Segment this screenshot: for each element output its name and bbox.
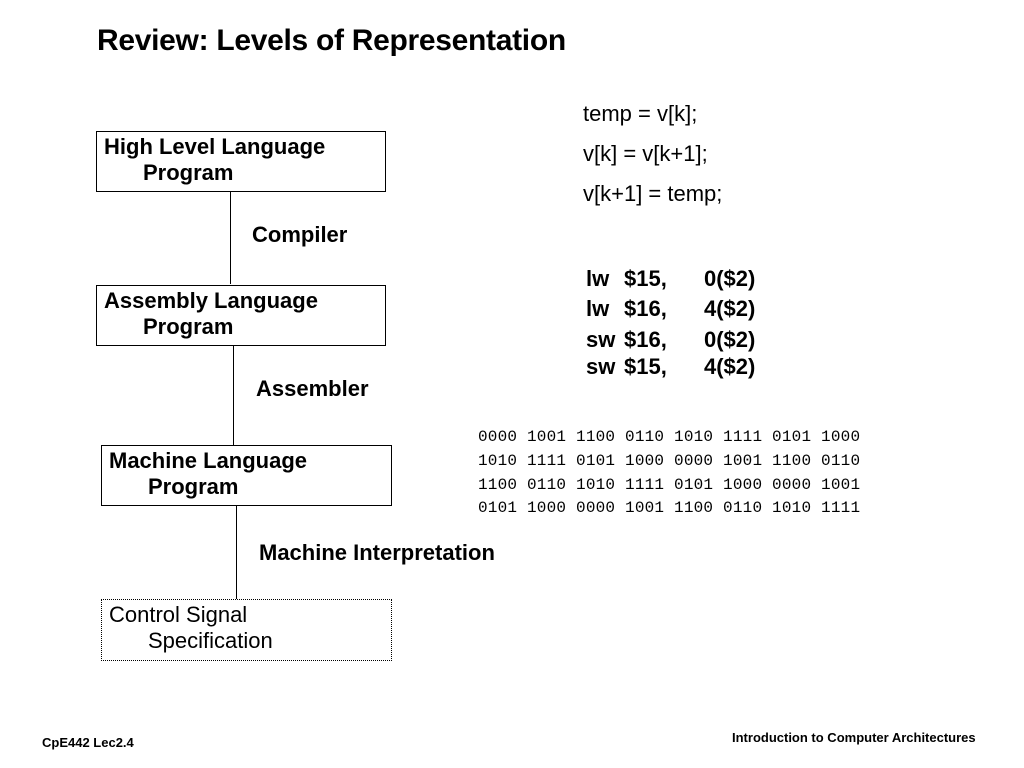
connector-line-interpretation bbox=[236, 506, 237, 599]
asm-opcode: sw bbox=[586, 354, 616, 379]
asm-address: 4($2) bbox=[704, 296, 756, 321]
assembly-language-box bbox=[96, 285, 386, 346]
box-label-line2: Program bbox=[143, 314, 234, 339]
asm-address: 4($2) bbox=[704, 354, 756, 379]
asm-opcode: lw bbox=[586, 296, 610, 321]
compiler-label: Compiler bbox=[252, 222, 348, 247]
box-label-line1: Machine Language bbox=[109, 448, 308, 473]
footer-course-label: CpE442 Lec2.4 bbox=[42, 735, 134, 750]
control-signal-box bbox=[101, 599, 392, 661]
asm-register: $15, bbox=[624, 354, 667, 379]
machine-code-line: 1100 0110 1010 1111 0101 1000 0000 1001 bbox=[478, 476, 861, 494]
machine-language-box bbox=[101, 445, 392, 506]
asm-address: 0($2) bbox=[704, 327, 756, 352]
machine-code-line: 0000 1001 1100 0110 1010 1111 0101 1000 bbox=[478, 428, 861, 446]
machine-code-line: 0101 1000 0000 1001 1100 0110 1010 1111 bbox=[478, 499, 861, 517]
machine-code-line: 1010 1111 0101 1000 0000 1001 1100 0110 bbox=[478, 452, 861, 470]
high-level-language-box bbox=[96, 131, 386, 192]
asm-opcode: sw bbox=[586, 327, 616, 352]
asm-register: $16, bbox=[624, 296, 667, 321]
asm-address: 0($2) bbox=[704, 266, 756, 291]
box-label-line1: High Level Language bbox=[104, 134, 326, 159]
high-level-code-line: v[k+1] = temp; bbox=[583, 181, 723, 206]
asm-register: $15, bbox=[624, 266, 667, 291]
box-label-line1: Control Signal bbox=[109, 602, 248, 627]
assembler-label: Assembler bbox=[256, 376, 369, 401]
high-level-code-line: temp = v[k]; bbox=[583, 101, 698, 126]
connector-line-assembler bbox=[233, 346, 234, 445]
high-level-code-line: v[k] = v[k+1]; bbox=[583, 141, 708, 166]
asm-register: $16, bbox=[624, 327, 667, 352]
footer-course-title: Introduction to Computer Architectures bbox=[732, 730, 976, 745]
box-label-line1: Assembly Language bbox=[104, 288, 318, 313]
asm-opcode: lw bbox=[586, 266, 610, 291]
connector-line-compiler bbox=[230, 192, 231, 284]
box-label-line2: Program bbox=[148, 474, 239, 499]
box-label-line2: Specification bbox=[148, 628, 273, 653]
slide-title: Review: Levels of Representation bbox=[97, 24, 566, 57]
box-label-line2: Program bbox=[143, 160, 234, 185]
machine-interpretation-label: Machine Interpretation bbox=[259, 540, 495, 565]
